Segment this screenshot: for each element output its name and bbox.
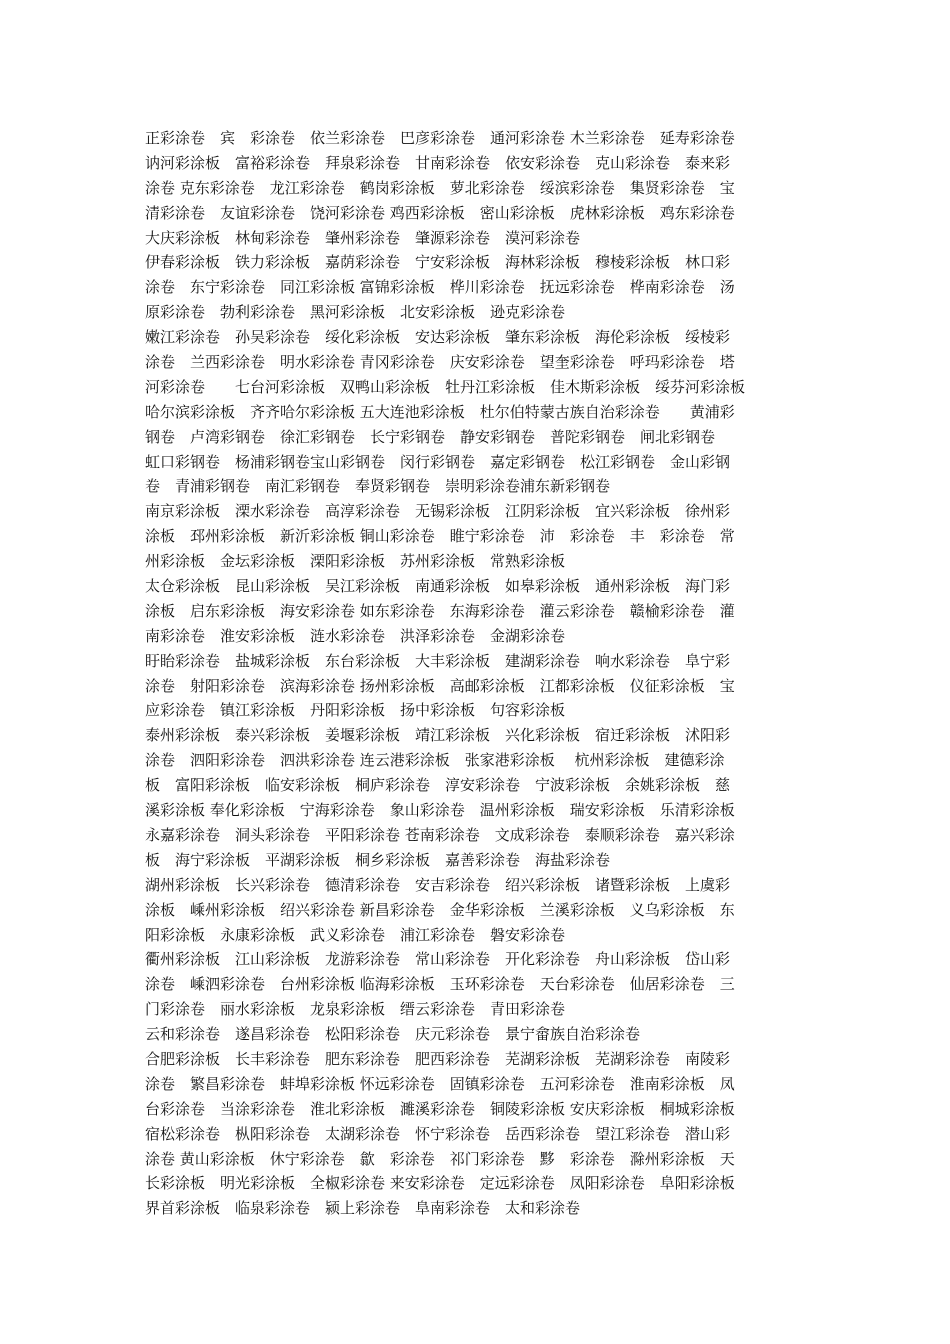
- text-line: 正彩涂卷 宾 彩涂卷 依兰彩涂卷 巴彦彩涂卷 通河彩涂卷 木兰彩涂卷 延寿彩涂卷: [145, 129, 735, 147]
- text-line: 云和彩涂卷 遂昌彩涂卷 松阳彩涂卷 庆元彩涂卷 景宁畲族自治彩涂卷: [145, 1025, 641, 1044]
- text-line: 溪彩涂板 奉化彩涂板 宁海彩涂卷 象山彩涂卷 温州彩涂板 瑞安彩涂板 乐清彩涂板: [145, 801, 735, 820]
- text-line: 台彩涂卷 当涂彩涂卷 淮北彩涂板 濉溪彩涂卷 铜陵彩涂板 安庆彩涂板 桐城彩涂板: [145, 1099, 735, 1118]
- text-line: 钢卷 卢湾彩钢卷 徐汇彩钢卷 长宁彩钢卷 静安彩钢卷 普陀彩钢卷 闸北彩钢卷: [145, 427, 716, 446]
- text-line: 门彩涂卷 丽水彩涂板 龙泉彩涂板 缙云彩涂卷 青田彩涂卷: [145, 1000, 566, 1019]
- text-line: 大庆彩涂板 林甸彩涂卷 肇州彩涂卷 肇源彩涂卷 漠河彩涂卷: [145, 228, 581, 247]
- text-line: 阳彩涂板 永康彩涂板 武义彩涂卷 浦江彩涂卷 磐安彩涂卷: [145, 925, 566, 944]
- text-line: 板 海宁彩涂板 平湖彩涂板 桐乡彩涂板 嘉善彩涂卷 海盐彩涂卷: [145, 850, 611, 869]
- text-line: 卷 青浦彩钢卷 南汇彩钢卷 奉贤彩钢卷 崇明彩涂卷浦东新彩钢卷: [145, 477, 611, 496]
- text-line: 涂卷 泗阳彩涂卷 泗洪彩涂卷 连云港彩涂板 张家港彩涂板 杭州彩涂板 建德彩涂: [145, 751, 725, 770]
- text-line: 州彩涂板 金坛彩涂板 溧阳彩涂板 苏州彩涂板 常熟彩涂板: [145, 552, 566, 571]
- text-line: 合肥彩涂板 长丰彩涂卷 肥东彩涂卷 肥西彩涂卷 芜湖彩涂板 芜湖彩涂卷 南陵彩: [145, 1049, 731, 1068]
- text-line: 嫩江彩涂卷 孙吴彩涂卷 绥化彩涂板 安达彩涂板 肇东彩涂板 海伦彩涂板 绥棱彩: [145, 328, 731, 347]
- text-line: 应彩涂卷 镇江彩涂板 丹阳彩涂板 扬中彩涂板 句容彩涂板: [145, 701, 566, 720]
- text-line: 涂卷 克东彩涂卷 龙江彩涂卷 鹤岗彩涂板 萝北彩涂卷 绥滨彩涂卷 集贤彩涂卷 宝: [145, 178, 735, 197]
- text-line: 涂板 启东彩涂板 海安彩涂卷 如东彩涂卷 东海彩涂卷 灌云彩涂卷 赣榆彩涂卷 灌: [145, 601, 735, 620]
- text-line: 涂板 嵊州彩涂板 绍兴彩涂卷 新昌彩涂卷 金华彩涂板 兰溪彩涂板 义乌彩涂板 东: [145, 900, 735, 919]
- text-line: 涂卷 射阳彩涂卷 滨海彩涂卷 扬州彩涂板 高邮彩涂板 江都彩涂板 仪征彩涂板 宝: [145, 676, 735, 695]
- text-line: 涂卷 嵊泗彩涂卷 台州彩涂板 临海彩涂板 玉环彩涂卷 天台彩涂卷 仙居彩涂卷 三: [145, 975, 735, 994]
- text-line: 盱眙彩涂卷 盐城彩涂板 东台彩涂板 大丰彩涂板 建湖彩涂卷 响水彩涂卷 阜宁彩: [145, 651, 731, 670]
- text-line: 南彩涂卷 淮安彩涂板 涟水彩涂卷 洪泽彩涂卷 金湖彩涂卷: [145, 626, 566, 645]
- text-line: 哈尔滨彩涂板 齐齐哈尔彩涂板 五大连池彩涂板 杜尔伯特蒙古族自治彩涂卷 黄浦彩: [145, 402, 735, 421]
- text-line: 涂卷 繁昌彩涂卷 蚌埠彩涂板 怀远彩涂卷 固镇彩涂卷 五河彩涂卷 淮南彩涂板 凤: [145, 1074, 735, 1093]
- text-line: 涂卷 东宁彩涂卷 同江彩涂板 富锦彩涂板 桦川彩涂卷 抚远彩涂卷 桦南彩涂卷 汤: [145, 278, 735, 297]
- text-line: 南京彩涂板 溧水彩涂卷 高淳彩涂卷 无锡彩涂板 江阴彩涂板 宜兴彩涂板 徐州彩: [145, 502, 731, 521]
- text-line: 湖州彩涂板 长兴彩涂卷 德清彩涂卷 安吉彩涂卷 绍兴彩涂板 诸暨彩涂板 上虞彩: [145, 875, 731, 894]
- text-line: 界首彩涂板 临泉彩涂卷 颍上彩涂卷 阜南彩涂卷 太和彩涂卷: [145, 1199, 581, 1218]
- text-line: 长彩涂板 明光彩涂板 全椒彩涂卷 来安彩涂卷 定远彩涂卷 凤阳彩涂卷 阜阳彩涂板: [145, 1174, 735, 1193]
- document-body: [145, 126, 807, 1221]
- text-line: 河彩涂卷 七台河彩涂板 双鸭山彩涂板 牡丹江彩涂板 佳木斯彩涂板 绥芬河彩涂板: [145, 377, 746, 396]
- text-line: 涂卷 黄山彩涂板 休宁彩涂卷 歙 彩涂卷 祁门彩涂卷 黟 彩涂卷 滁州彩涂板 天: [145, 1149, 735, 1168]
- text-line: 伊春彩涂板 铁力彩涂板 嘉荫彩涂卷 宁安彩涂板 海林彩涂板 穆棱彩涂板 林口彩: [145, 253, 731, 272]
- text-line: 永嘉彩涂卷 洞头彩涂卷 平阳彩涂卷 苍南彩涂卷 文成彩涂卷 泰顺彩涂卷 嘉兴彩涂: [145, 825, 735, 844]
- text-line: 涂卷 兰西彩涂卷 明水彩涂卷 青冈彩涂卷 庆安彩涂卷 望奎彩涂卷 呼玛彩涂卷 塔: [145, 353, 735, 372]
- text-line: 虹口彩钢卷 杨浦彩钢卷宝山彩钢卷 闵行彩钢卷 嘉定彩钢卷 松江彩钢卷 金山彩钢: [145, 452, 731, 471]
- text-line: 讷河彩涂板 富裕彩涂卷 拜泉彩涂卷 甘南彩涂卷 依安彩涂卷 克山彩涂卷 泰来彩: [145, 153, 731, 172]
- text-line: 宿松彩涂卷 枞阳彩涂卷 太湖彩涂卷 怀宁彩涂卷 岳西彩涂卷 望江彩涂卷 潜山彩: [145, 1124, 731, 1143]
- text-line: 板 富阳彩涂板 临安彩涂板 桐庐彩涂卷 淳安彩涂卷 宁波彩涂板 余姚彩涂板 慈: [145, 776, 731, 795]
- text-line: 涂板 邳州彩涂板 新沂彩涂板 铜山彩涂卷 睢宁彩涂卷 沛 彩涂卷 丰 彩涂卷 常: [145, 527, 735, 546]
- text-line: 清彩涂卷 友谊彩涂卷 饶河彩涂卷 鸡西彩涂板 密山彩涂板 虎林彩涂板 鸡东彩涂卷: [145, 203, 735, 222]
- text-line: 泰州彩涂板 泰兴彩涂板 姜堰彩涂板 靖江彩涂板 兴化彩涂板 宿迁彩涂板 沭阳彩: [145, 726, 731, 745]
- text-line: 原彩涂卷 勃利彩涂卷 黑河彩涂板 北安彩涂板 逊克彩涂卷: [145, 303, 566, 322]
- text-line: 太仓彩涂板 昆山彩涂板 吴江彩涂板 南通彩涂板 如皋彩涂板 通州彩涂板 海门彩: [145, 577, 731, 596]
- text-line: 衢州彩涂板 江山彩涂板 龙游彩涂卷 常山彩涂卷 开化彩涂卷 舟山彩涂板 岱山彩: [145, 950, 731, 969]
